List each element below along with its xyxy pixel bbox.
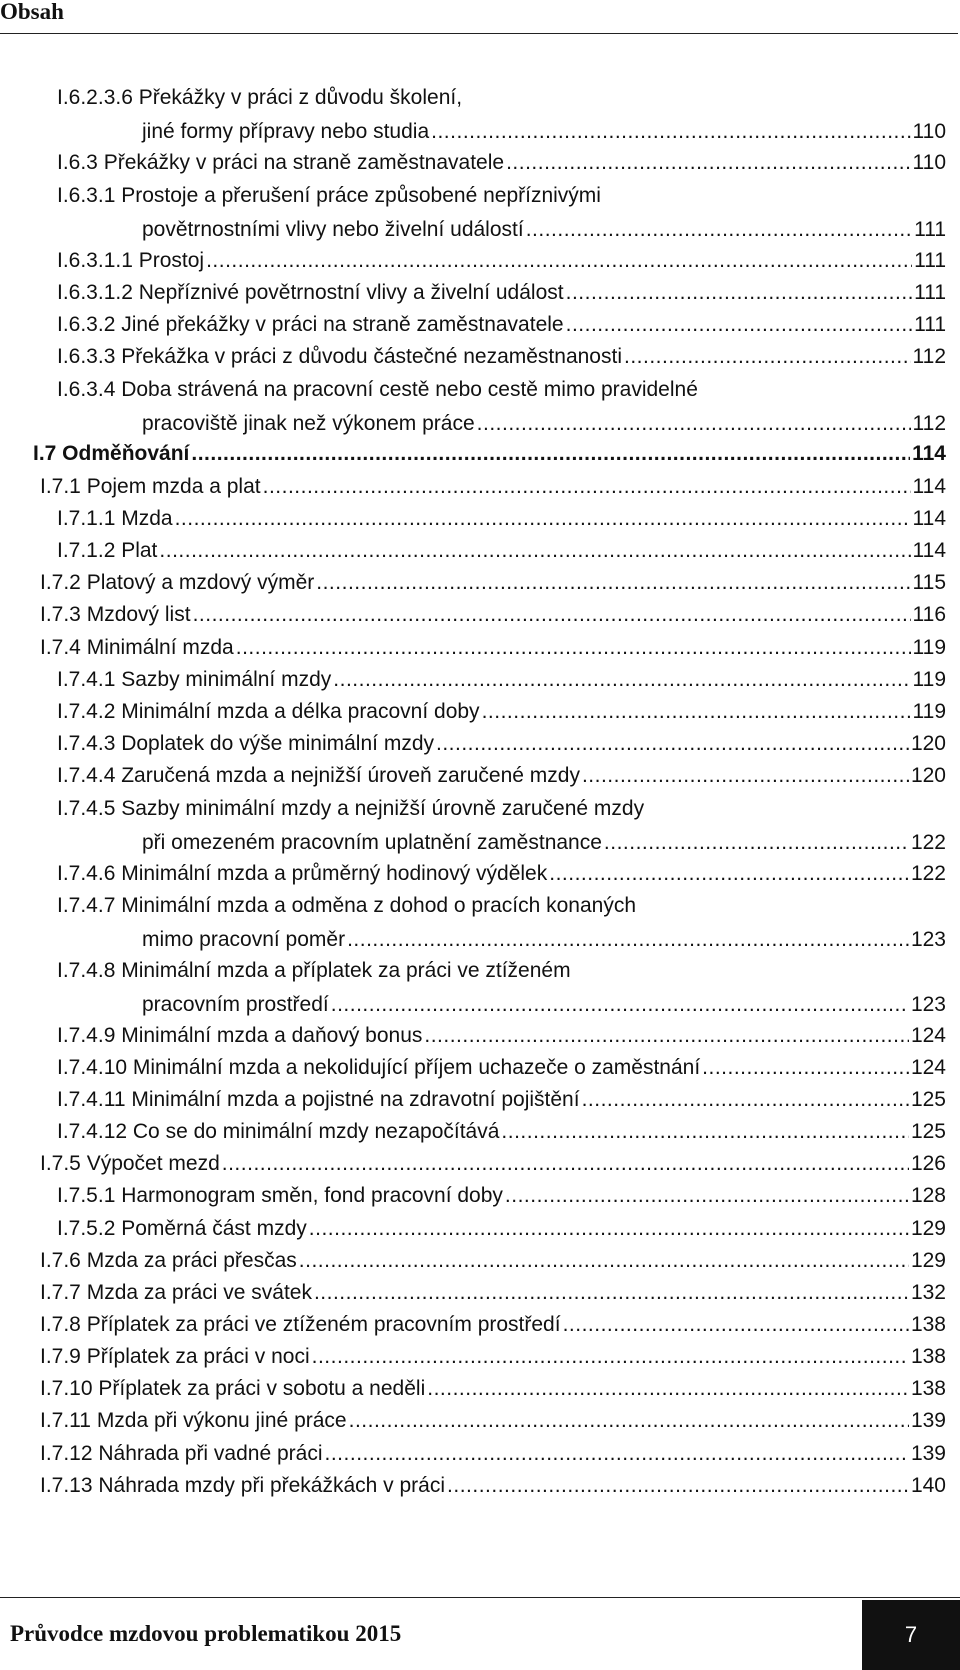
dot-leader — [206, 244, 912, 278]
toc-page-number: 114 — [912, 507, 946, 530]
toc-entry-line — [57, 1179, 946, 1213]
toc-entry — [40, 1340, 946, 1374]
toc-entry-line — [57, 81, 946, 115]
dot-leader — [566, 276, 912, 310]
toc-entry-title: I.7.5.2 Poměrná část mzdy — [57, 1217, 307, 1240]
dot-leader — [604, 826, 909, 860]
toc-entry-line — [40, 1437, 946, 1471]
toc-entry-line — [57, 1212, 946, 1246]
toc-entry-title: I.6.2.3.6 Překážky v práci z důvodu školení, — [57, 86, 463, 109]
toc-page-number: 140 — [910, 1474, 946, 1497]
toc-entry-line — [57, 340, 946, 374]
dot-leader — [702, 1051, 909, 1085]
toc-entry-title: I.7.4.4 Zaručená mzda a nejnižší úroveň zaručené mzdy — [57, 764, 580, 787]
toc-entry-line — [57, 373, 946, 407]
toc-entry-line — [40, 470, 946, 504]
toc-page-number: 112 — [912, 345, 946, 368]
toc-entry-title: I.7.5 Výpočet mezd — [40, 1152, 220, 1175]
toc-entry-title: I.7.6 Mzda za práci přesčas — [40, 1249, 297, 1272]
dot-leader — [501, 1115, 909, 1149]
page-footer — [0, 1597, 960, 1670]
toc-entry-line — [40, 1404, 946, 1438]
dot-leader — [624, 340, 911, 374]
toc-page-number: 111 — [914, 281, 946, 304]
toc-entry-line — [40, 1147, 946, 1181]
toc-page-number: 132 — [910, 1281, 946, 1304]
dot-leader — [309, 1212, 909, 1246]
toc-page-number: 139 — [910, 1409, 946, 1432]
toc-page-number: 138 — [910, 1377, 946, 1400]
toc-entry-line — [40, 1372, 946, 1406]
toc-entry-title: I.7.9 Příplatek za práci v noci — [40, 1345, 310, 1368]
dot-leader — [582, 759, 909, 793]
toc-entry-title: I.7.4.6 Minimální mzda a průměrný hodinový výdělek — [57, 862, 548, 885]
toc-entry — [40, 1372, 946, 1406]
dot-leader — [549, 857, 909, 891]
toc-entry-title: I.7.4.12 Co se do minimální mzdy nezapočítává — [57, 1120, 500, 1143]
toc-entry-title: I.7 Odměňování — [33, 442, 190, 465]
dot-leader — [299, 1244, 909, 1278]
dot-leader — [236, 631, 911, 665]
dot-leader — [436, 727, 909, 761]
header-title: Obsah — [0, 0, 64, 24]
toc-entry-line — [57, 889, 946, 923]
toc-page-number: 125 — [910, 1088, 946, 1111]
toc-entry-title: I.6.3.3 Překážka v práci z důvodu částečné nezaměstnanosti — [57, 345, 622, 368]
toc-page-number: 122 — [910, 862, 946, 885]
toc-entry-title: I.7.1 Pojem mzda a plat — [40, 475, 261, 498]
toc-entry — [40, 598, 946, 632]
toc-entry — [57, 889, 946, 957]
toc-entry — [40, 631, 946, 665]
toc-entry — [57, 1083, 946, 1117]
toc-entry-line — [57, 244, 946, 278]
toc-entry-line — [57, 923, 946, 957]
toc-page-number: 126 — [910, 1152, 946, 1175]
toc-entry — [57, 727, 946, 761]
toc-entry — [40, 1404, 946, 1438]
toc-entry-line — [40, 1276, 946, 1310]
toc-entry-line — [57, 213, 946, 247]
toc-page-number: 138 — [910, 1313, 946, 1336]
toc-entry-title: při omezeném pracovním uplatnění zaměstnance — [142, 831, 602, 854]
toc-page-number: 114 — [912, 539, 946, 562]
toc-page-number: 119 — [912, 700, 946, 723]
toc-entry-line — [57, 792, 946, 826]
toc-entry-title: I.7.4.5 Sazby minimální mzdy a nejnižší úrovně zaručené mzdy — [57, 797, 645, 820]
toc-entry-title: I.7.3 Mzdový list — [40, 603, 191, 626]
dot-leader — [331, 988, 909, 1022]
toc-entry-line — [57, 988, 946, 1022]
dot-leader — [427, 1372, 909, 1406]
toc-entry-title: I.7.7 Mzda za práci ve svátek — [40, 1281, 312, 1304]
toc-entry — [33, 437, 946, 471]
toc-entry-title: jiné formy přípravy nebo studia — [142, 120, 430, 143]
dot-leader — [316, 566, 910, 600]
toc-entry-title: I.7.12 Náhrada při vadné práci — [40, 1442, 323, 1465]
toc-entry-title: I.7.11 Mzda při výkonu jiné práce — [40, 1409, 347, 1432]
toc-entry-line — [57, 695, 946, 729]
dot-leader — [333, 663, 910, 697]
toc-entry-line — [40, 1244, 946, 1278]
toc-page-number: 116 — [912, 603, 946, 626]
toc-entry — [40, 1276, 946, 1310]
toc-entry-title: I.6.3.1.2 Nepříznivé povětrnostní vlivy a živelní událost — [57, 281, 564, 304]
toc-page-number: 112 — [912, 412, 946, 435]
toc-page-number: 114 — [912, 475, 946, 498]
toc-entry-line — [57, 663, 946, 697]
toc-page-number: 114 — [912, 442, 946, 465]
toc-entry-title: I.7.4.2 Minimální mzda a délka pracovní doby — [57, 700, 480, 723]
dot-leader — [424, 1019, 909, 1053]
toc-entry-title: I.7.2 Platový a mzdový výměr — [40, 571, 315, 594]
toc-entry-line — [57, 1019, 946, 1053]
toc-entry-line — [57, 1083, 946, 1117]
toc-entry-title: pracovním prostředí — [142, 993, 329, 1016]
toc-entry — [57, 1179, 946, 1213]
toc-entry-line — [57, 826, 946, 860]
toc-entry-line — [40, 1469, 946, 1503]
toc-page-number: 122 — [910, 831, 946, 854]
toc-entry-line — [57, 276, 946, 310]
toc-entry — [57, 502, 946, 536]
dot-leader — [482, 695, 911, 729]
toc-entry-line — [40, 598, 946, 632]
dot-leader — [175, 502, 911, 536]
dot-leader — [563, 1308, 909, 1342]
toc-entry-title: I.7.4 Minimální mzda — [40, 636, 234, 659]
toc-entry — [40, 1469, 946, 1503]
toc-page-number: 110 — [912, 151, 946, 174]
toc-page-number: 123 — [910, 928, 946, 951]
toc-entry-title: I.7.13 Náhrada mzdy při překážkách v práci — [40, 1474, 446, 1497]
footer-rule — [0, 1597, 960, 1598]
toc-entry-line — [57, 1115, 946, 1149]
toc-entry — [57, 954, 946, 1022]
toc-entry-title: I.7.8 Příplatek za práci ve ztíženém pracovním prostředí — [40, 1313, 561, 1336]
dot-leader — [431, 115, 910, 149]
toc-entry-line — [40, 566, 946, 600]
toc-entry-line — [57, 534, 946, 568]
toc-entry — [57, 759, 946, 793]
toc-entry-line — [33, 437, 946, 471]
toc-entry — [57, 179, 946, 247]
toc-entry — [57, 1051, 946, 1085]
toc-entry-title: I.7.4.11 Minimální mzda a pojistné na zdravotní pojištění — [57, 1088, 580, 1111]
toc-entry — [57, 373, 946, 441]
dot-leader — [582, 1083, 909, 1117]
toc-page-number: 111 — [914, 313, 946, 336]
toc-page-number: 115 — [912, 571, 946, 594]
toc-page-number: 138 — [910, 1345, 946, 1368]
page-number: 7 — [862, 1600, 960, 1670]
dot-leader — [447, 1469, 909, 1503]
dot-leader — [506, 146, 910, 180]
toc-entry — [40, 470, 946, 504]
toc-entry-title: I.7.4.10 Minimální mzda a nekolidující příjem uchazeče o zaměstnání — [57, 1056, 701, 1079]
dot-leader — [325, 1437, 909, 1471]
dot-leader — [312, 1340, 909, 1374]
toc-entry-title: I.7.1.2 Plat — [57, 539, 158, 562]
toc-entry — [57, 1019, 946, 1053]
toc-entry — [57, 1115, 946, 1149]
toc-entry-title: povětrnostními vlivy nebo živelní událostí — [142, 218, 524, 241]
toc-entry-line — [57, 759, 946, 793]
toc-page-number: 120 — [910, 764, 946, 787]
toc-entry — [57, 81, 946, 149]
toc-entry-line — [40, 1340, 946, 1374]
toc-page-number: 111 — [914, 218, 946, 241]
toc-entry — [57, 857, 946, 891]
toc-entry-line — [57, 407, 946, 441]
toc-entry — [57, 308, 946, 342]
toc-entry — [40, 1147, 946, 1181]
toc-page-number: 124 — [910, 1024, 946, 1047]
toc-entry-line — [57, 146, 946, 180]
dot-leader — [191, 437, 910, 471]
dot-leader — [347, 923, 909, 957]
toc-entry-title: I.6.3.1 Prostoje a přerušení práce způsobené nepříznivými — [57, 184, 601, 207]
toc-entry — [57, 792, 946, 860]
dot-leader — [159, 534, 910, 568]
toc-entry-title: I.7.4.8 Minimální mzda a příplatek za práci ve ztíženém — [57, 959, 571, 982]
toc-entry-line — [57, 857, 946, 891]
toc-entry-title: I.6.3 Překážky v práci na straně zaměstnavatele — [57, 151, 505, 174]
toc-page-number: 124 — [910, 1056, 946, 1079]
toc-entry-title: I.7.1.1 Mzda — [57, 507, 173, 530]
dot-leader — [505, 1179, 909, 1213]
toc-entry — [57, 244, 946, 278]
toc-entry-line — [57, 502, 946, 536]
dot-leader — [566, 308, 912, 342]
toc-entry — [57, 146, 946, 180]
toc-page-number: 120 — [910, 732, 946, 755]
toc-entry-title: I.6.3.2 Jiné překážky v práci na straně zaměstnavatele — [57, 313, 564, 336]
dot-leader — [349, 1404, 909, 1438]
toc-page-number: 123 — [910, 993, 946, 1016]
toc-entry-line — [57, 954, 946, 988]
toc-entry-title: I.7.5.1 Harmonogram směn, fond pracovní doby — [57, 1184, 503, 1207]
toc-page-number: 129 — [910, 1249, 946, 1272]
dot-leader — [477, 407, 911, 441]
toc-entry — [57, 1212, 946, 1246]
toc-entry-title: I.7.4.9 Minimální mzda a daňový bonus — [57, 1024, 423, 1047]
toc-entry-title: I.7.4.3 Doplatek do výše minimální mzdy — [57, 732, 434, 755]
toc-page-number: 129 — [910, 1217, 946, 1240]
toc-entry — [57, 534, 946, 568]
toc-page-number: 111 — [914, 249, 946, 272]
toc-entry-line — [57, 1051, 946, 1085]
toc-page-number: 139 — [910, 1442, 946, 1465]
dot-leader — [314, 1276, 909, 1310]
dot-leader — [526, 213, 912, 247]
toc-entry-title: pracoviště jinak než výkonem práce — [142, 412, 475, 435]
dot-leader — [263, 470, 911, 504]
toc-entry — [57, 276, 946, 310]
toc-entry-line — [57, 727, 946, 761]
toc-entry-title: mimo pracovní poměr — [142, 928, 346, 951]
toc-entry-line — [57, 308, 946, 342]
toc-entry-line — [40, 631, 946, 665]
dot-leader — [193, 598, 911, 632]
toc-entry — [40, 1437, 946, 1471]
toc-entry-title: I.6.3.4 Doba strávená na pracovní cestě nebo cestě mimo pravidelné — [57, 378, 698, 401]
toc-page-number: 128 — [910, 1184, 946, 1207]
toc-entry — [57, 340, 946, 374]
dot-leader — [222, 1147, 909, 1181]
toc-page-number: 119 — [912, 636, 946, 659]
toc-page-number: 110 — [912, 120, 946, 143]
toc-page-number: 125 — [910, 1120, 946, 1143]
footer-title: Průvodce mzdovou problematikou 2015 — [10, 1621, 402, 1646]
toc-entry-line — [40, 1308, 946, 1342]
toc-entry — [57, 663, 946, 697]
toc-entry-title: I.7.10 Příplatek za práci v sobotu a neděli — [40, 1377, 426, 1400]
toc-entry — [40, 1244, 946, 1278]
toc-entry — [40, 1308, 946, 1342]
toc-page-number: 119 — [912, 668, 946, 691]
toc-entry — [40, 566, 946, 600]
toc-entry — [57, 695, 946, 729]
toc-entry-title: I.6.3.1.1 Prostoj — [57, 249, 205, 272]
toc-entry-line — [57, 115, 946, 149]
toc-entry-line — [57, 179, 946, 213]
toc-entry-title: I.7.4.7 Minimální mzda a odměna z dohod o pracích konaných — [57, 894, 636, 917]
toc-entry-title: I.7.4.1 Sazby minimální mzdy — [57, 668, 332, 691]
